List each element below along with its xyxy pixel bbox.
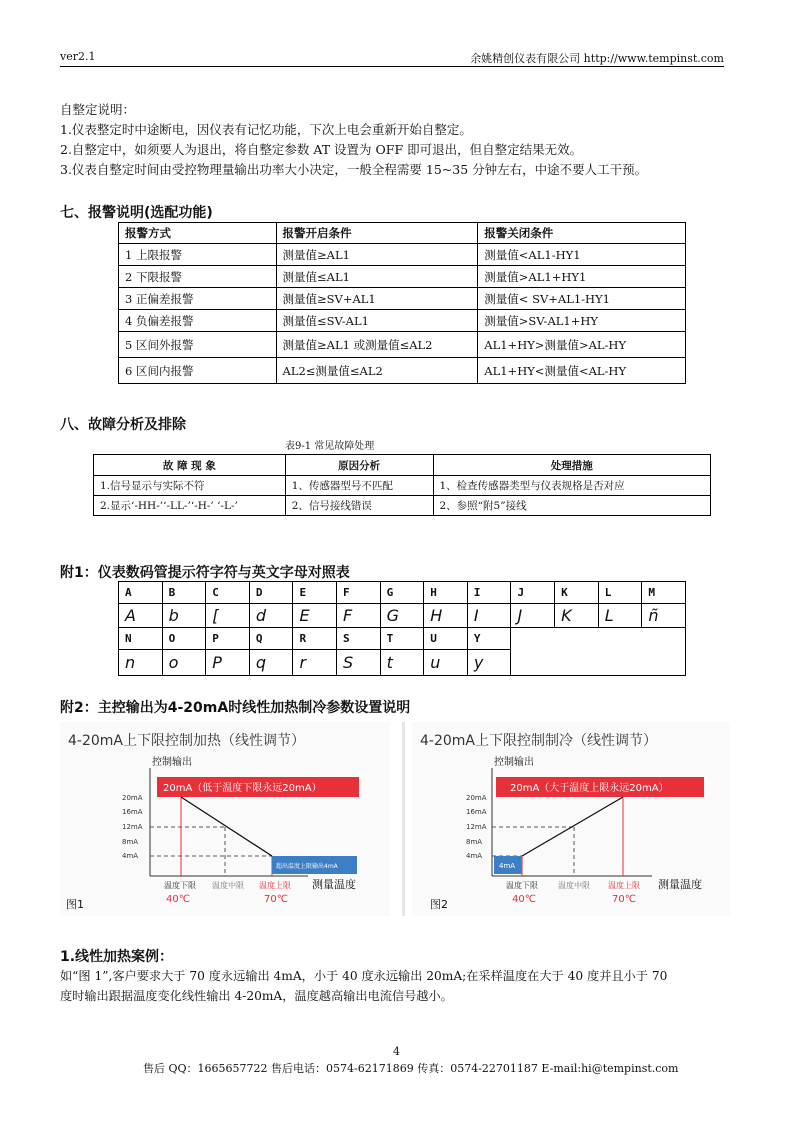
x-axis-label: 测量温度 xyxy=(312,878,356,891)
y-tick: 12mA xyxy=(122,823,143,831)
letter-cell: C xyxy=(206,582,250,604)
table-cell: 2、信号接线错误 xyxy=(285,496,433,516)
table-header: 故 障 现 象 xyxy=(94,455,286,476)
table-row xyxy=(119,332,686,358)
autotune-line: 1.仪表整定时中途断电，因仪表有记忆功能，下次上电会重新开始自整定。 xyxy=(60,122,472,137)
appendix2-title: 附2：主控输出为4-20mA时线性加热制冷参数设置说明 xyxy=(60,700,411,716)
y-tick: 16mA xyxy=(122,808,143,816)
fault-caption: 表9-1 常见故障处理 xyxy=(285,441,375,452)
segment-cell: E xyxy=(293,604,337,628)
figure-caption: 图2 xyxy=(430,898,448,911)
segment-cell: H xyxy=(424,604,468,628)
x-tick: 温度上限 xyxy=(608,881,640,890)
table-cell: AL2≤测量值≤AL2 xyxy=(276,358,478,384)
segment-cell: P xyxy=(206,650,250,676)
segment-cell: F xyxy=(337,604,381,628)
y-tick: 16mA xyxy=(466,808,487,816)
x-axis-label: 测量温度 xyxy=(658,878,702,891)
letter-cell: G xyxy=(380,582,424,604)
table-header-row xyxy=(119,223,686,244)
table-cell: 测量值<AL1-HY1 xyxy=(478,244,686,266)
segment-cell: J xyxy=(511,604,555,628)
table-row xyxy=(94,476,711,496)
y-tick: 20mA xyxy=(122,794,143,802)
segment-cell: I xyxy=(467,604,511,628)
table-cell: 6 区间内报警 xyxy=(119,358,277,384)
y-axis-label: 控制输出 xyxy=(152,757,192,768)
table-cell: 2、参照“附5”接线 xyxy=(433,496,711,516)
letter-cell: F xyxy=(337,582,381,604)
letter-cell: I xyxy=(467,582,511,604)
figure-title: 4-20mA上下限控制制冷（线性调节） xyxy=(420,733,657,749)
example-line: 如“图 1”,客户要求大于 70 度永远输出 4mA，小于 40 度永远输出 20mA;在采样温度在大于 40 度并且小于 70 xyxy=(60,969,668,983)
temp-low-value: 40℃ xyxy=(512,894,536,905)
example-line: 度时输出跟据温度变化线性输出 4-20mA，温度越高输出电流信号越小。 xyxy=(60,989,453,1003)
empty-cell xyxy=(511,628,686,676)
table-cell: 1、传感器型号不匹配 xyxy=(285,476,433,496)
segment-cell: L xyxy=(598,604,642,628)
y-tick: 20mA xyxy=(466,794,487,802)
table-cell: 2.显示‘-HH-’‘-LL-’‘-H-’ ‘-L-’ xyxy=(94,496,286,516)
table-row xyxy=(119,358,686,384)
letter-cell: O xyxy=(162,628,206,650)
table-cell: 测量值>AL1+HY1 xyxy=(478,266,686,288)
letter-cell: Y xyxy=(467,628,511,650)
temp-high-value: 70℃ xyxy=(264,894,288,905)
y-tick: 8mA xyxy=(466,838,483,846)
autotune-line: 2.自整定中，如须要人为退出，将自整定参数 AT 设置为 OFF 即可退出，但自整定结果无效。 xyxy=(60,142,583,157)
segment-cell: t xyxy=(380,650,424,676)
figure-divider xyxy=(402,722,405,916)
table-header: 报警关闭条件 xyxy=(478,223,686,244)
table-cell: AL1+HY>测量值>AL-HY xyxy=(478,332,686,358)
x-tick: 温度下限 xyxy=(164,881,196,890)
letter-cell: J xyxy=(511,582,555,604)
segment-cell: ñ xyxy=(642,604,686,628)
segment-cell: q xyxy=(249,650,293,676)
table-cell: 测量值>SV-AL1+HY xyxy=(478,310,686,332)
letter-cell: P xyxy=(206,628,250,650)
segment-cell: r xyxy=(293,650,337,676)
segment-row xyxy=(119,604,686,628)
letter-row xyxy=(119,582,686,604)
table-cell: 5 区间外报警 xyxy=(119,332,277,358)
y-tick: 4mA xyxy=(122,852,139,860)
company-header: 余姚精创仪表有限公司 http://www.tempinst.com xyxy=(470,52,724,65)
figure-heating xyxy=(60,722,390,916)
letter-cell: A xyxy=(119,582,163,604)
segment-cell: o xyxy=(162,650,206,676)
letter-cell: D xyxy=(249,582,293,604)
box-text: 超出温度上限输出4mA xyxy=(276,863,338,870)
table-cell: AL1+HY<测量值<AL-HY xyxy=(478,358,686,384)
table-row xyxy=(119,266,686,288)
y-tick: 8mA xyxy=(122,838,139,846)
table-cell: 测量值≥AL1 或测量值≤AL2 xyxy=(276,332,478,358)
header-rule xyxy=(60,66,724,67)
letter-cell: N xyxy=(119,628,163,650)
letter-row xyxy=(119,628,686,650)
alarm-title: 七、报警说明(选配功能) xyxy=(60,205,213,221)
segment-cell: u xyxy=(424,650,468,676)
example-text xyxy=(60,966,667,1006)
table-cell: 测量值≥AL1 xyxy=(276,244,478,266)
table-cell: 1、检查传感器类型与仪表规格是否对应 xyxy=(433,476,711,496)
temp-low-value: 40℃ xyxy=(166,894,190,905)
table-header-row xyxy=(94,455,711,476)
x-tick: 温度上限 xyxy=(259,881,291,890)
table-row xyxy=(119,288,686,310)
y-axis-label: 控制输出 xyxy=(494,757,534,768)
y-tick: 12mA xyxy=(466,823,487,831)
autotune-section xyxy=(60,100,647,180)
segment-cell: d xyxy=(249,604,293,628)
table-cell: 4 负偏差报警 xyxy=(119,310,277,332)
segment-cell: [ xyxy=(206,604,250,628)
table-header: 报警开启条件 xyxy=(276,223,478,244)
letter-cell: E xyxy=(293,582,337,604)
figure-title: 4-20mA上下限控制加热（线性调节） xyxy=(68,733,305,749)
version-label: ver2.1 xyxy=(60,50,96,63)
table-row xyxy=(119,244,686,266)
table-cell: 1.信号显示与实际不符 xyxy=(94,476,286,496)
segment-cell: A xyxy=(119,604,163,628)
fault-title: 八、故障分析及排除 xyxy=(60,417,186,433)
banner-text: 20mA（大于温度上限永远20mA） xyxy=(510,783,669,794)
box-text: 4mA xyxy=(499,862,516,870)
letter-cell: U xyxy=(424,628,468,650)
temp-high-value: 70℃ xyxy=(612,894,636,905)
x-tick: 温度下限 xyxy=(506,881,538,890)
x-tick: 温度中限 xyxy=(212,881,244,890)
table-cell: 测量值≤SV-AL1 xyxy=(276,310,478,332)
table-cell: 2 下限报警 xyxy=(119,266,277,288)
fault-table xyxy=(93,454,711,516)
banner-text: 20mA（低于温度下限永远20mA） xyxy=(163,783,322,794)
alarm-table xyxy=(118,222,686,384)
table-row xyxy=(119,310,686,332)
x-tick: 温度中限 xyxy=(558,881,590,890)
letter-cell: M xyxy=(642,582,686,604)
figure-cooling xyxy=(412,722,730,916)
table-cell: 3 正偏差报警 xyxy=(119,288,277,310)
segment-cell: G xyxy=(380,604,424,628)
segment-cell: S xyxy=(337,650,381,676)
letter-cell: Q xyxy=(249,628,293,650)
letter-cell: K xyxy=(555,582,599,604)
letter-cell: H xyxy=(424,582,468,604)
y-tick: 4mA xyxy=(466,852,483,860)
table-header: 报警方式 xyxy=(119,223,277,244)
autotune-title: 自整定说明： xyxy=(60,102,136,117)
table-cell: 测量值< SV+AL1-HY1 xyxy=(478,288,686,310)
segment-cell: b xyxy=(162,604,206,628)
table-row xyxy=(94,496,711,516)
table-cell: 测量值≤AL1 xyxy=(276,266,478,288)
appendix1-title: 附1：仪表数码管提示符字符与英文字母对照表 xyxy=(60,565,350,581)
table-header: 处理措施 xyxy=(433,455,711,476)
letter-cell: L xyxy=(598,582,642,604)
page-number: 4 xyxy=(393,1045,400,1058)
letter-cell: R xyxy=(293,628,337,650)
segment-cell: y xyxy=(467,650,511,676)
figure-caption: 图1 xyxy=(66,898,84,911)
table-cell: 测量值≥SV+AL1 xyxy=(276,288,478,310)
segment-table xyxy=(118,581,686,676)
table-header: 原因分析 xyxy=(285,455,433,476)
letter-cell: T xyxy=(380,628,424,650)
segment-cell: n xyxy=(119,650,163,676)
segment-cell: K xyxy=(555,604,599,628)
autotune-line: 3.仪表自整定时间由受控物理量输出功率大小决定，一般全程需要 15~35 分钟左右，中途不要人工干预。 xyxy=(60,162,648,177)
letter-cell: S xyxy=(337,628,381,650)
table-cell: 1 上限报警 xyxy=(119,244,277,266)
example-title: 1.线性加热案例： xyxy=(60,949,174,965)
contact-footer: 售后 QQ：1665657722 售后电话：0574-62171869 传真：0574-22701187 E-mail:hi@tempinst.com xyxy=(143,1062,679,1075)
letter-cell: B xyxy=(162,582,206,604)
